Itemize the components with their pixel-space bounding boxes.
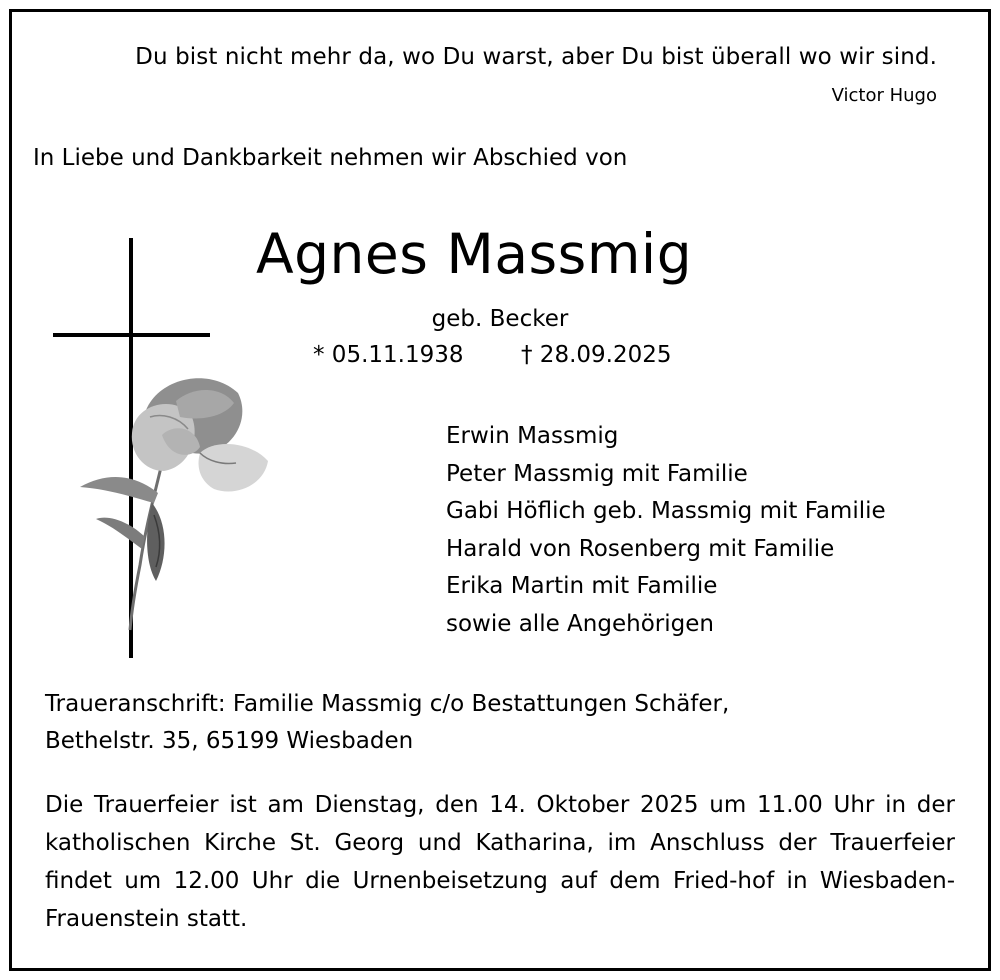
survivor-entry: sowie alle Angehörigen <box>446 610 714 637</box>
quote-author: Victor Hugo <box>831 85 937 106</box>
cross-with-rose-illustration <box>50 235 280 660</box>
quote-text: Du bist nicht mehr da, wo Du warst, aber Du bist überall wo wir sind. <box>135 44 937 70</box>
death-date: † 28.09.2025 <box>521 342 672 368</box>
birth-date: * 05.11.1938 <box>313 342 464 368</box>
survivor-entry: Erika Martin mit Familie <box>446 573 718 599</box>
deceased-name: Agnes Massmig <box>256 222 693 286</box>
mourning-address <box>45 686 729 760</box>
address-line: Traueranschrift: Familie Massmig c/o Bestattungen Schäfer, <box>45 691 730 717</box>
ceremony-details: Die Trauerfeier ist am Dienstag, den 14. Oktober 2025 um 11.00 Uhr in der katholischen Kirche St. Georg und Katharina, im Anschluss der Trauerfeier findet um 12.00 Uhr die Urnenbeisetzung auf dem Fried-hof in Wiesbaden-Frauenstein statt. <box>45 792 955 932</box>
address-line: Bethelstr. 35, 65199 Wiesbaden <box>45 728 414 754</box>
rose-icon <box>80 378 268 630</box>
survivors-list <box>446 418 886 643</box>
intro-text: In Liebe und Dankbarkeit nehmen wir Abschied von <box>33 145 628 171</box>
survivor-entry: Erwin Massmig <box>446 423 619 449</box>
survivor-entry: Harald von Rosenberg mit Familie <box>446 535 835 562</box>
survivor-entry: Peter Massmig mit Familie <box>446 460 748 487</box>
survivor-entry: Gabi Höflich geb. Massmig mit Familie <box>446 498 886 524</box>
birth-name: geb. Becker <box>431 306 569 332</box>
